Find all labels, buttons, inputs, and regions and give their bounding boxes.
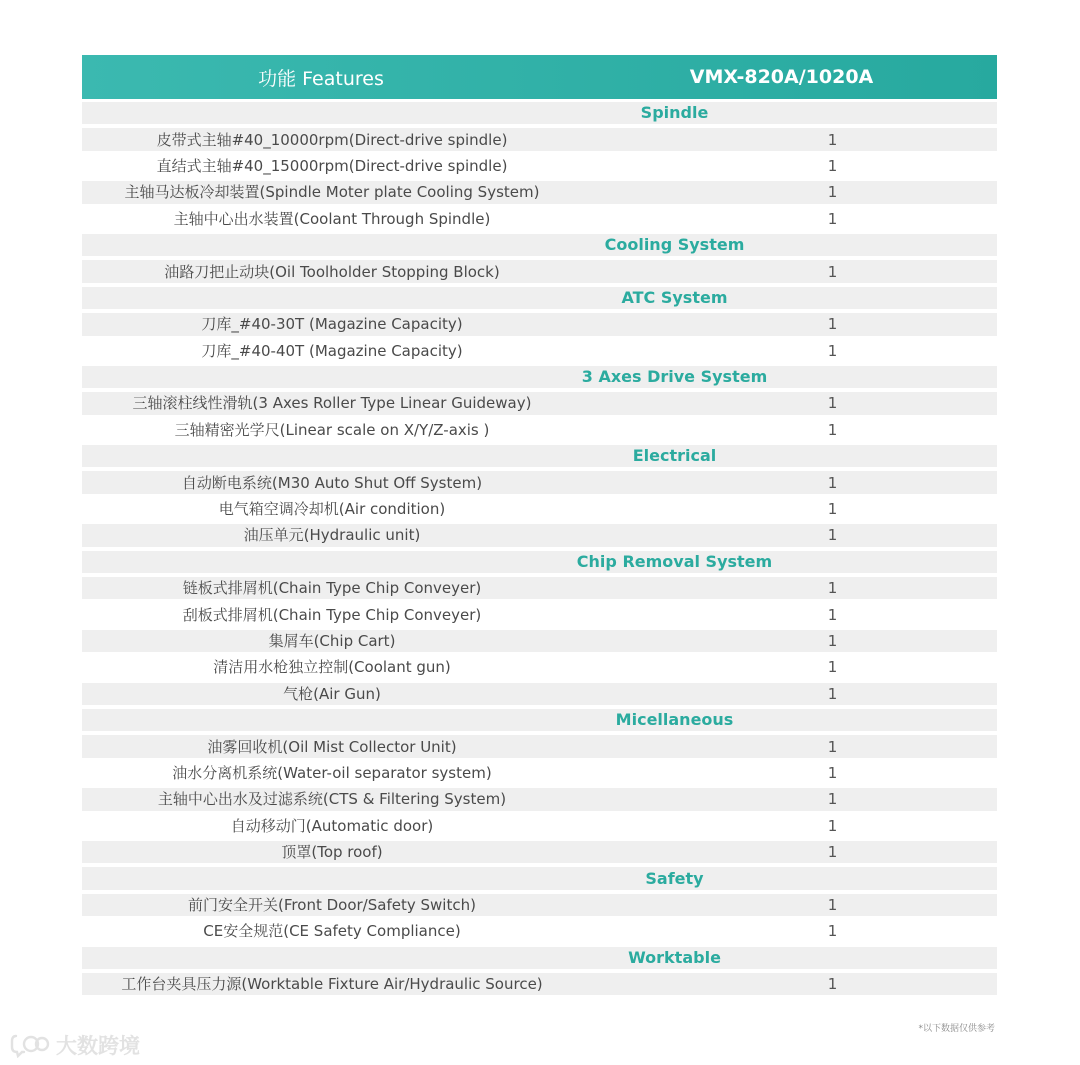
table-row bbox=[82, 973, 997, 995]
value-cell: 1 bbox=[827, 632, 838, 650]
value-cell: 1 bbox=[827, 341, 838, 360]
section-title: Chip Removal System bbox=[576, 551, 773, 571]
table-row bbox=[82, 498, 997, 520]
value-cell: 1 bbox=[827, 500, 838, 519]
section-row bbox=[82, 867, 997, 889]
table-row bbox=[82, 656, 997, 678]
features-table bbox=[82, 55, 997, 999]
section-title: Spindle bbox=[640, 103, 709, 123]
feature-cell: 气枪(Air Gun) bbox=[283, 684, 381, 703]
table-row bbox=[82, 181, 997, 203]
value-cell: 1 bbox=[827, 895, 838, 914]
value-cell: 1 bbox=[827, 843, 838, 862]
feature-cell: 工作台夹具压力源(Worktable Fixture Air/Hydraulic Source) bbox=[121, 975, 543, 994]
value-cell: 1 bbox=[827, 816, 838, 835]
section-title: ATC System bbox=[621, 287, 728, 307]
feature-cell: 顶罩(Top roof) bbox=[281, 843, 383, 862]
table-row bbox=[82, 841, 997, 863]
section-row bbox=[82, 709, 997, 731]
table-row bbox=[82, 683, 997, 705]
table-row bbox=[82, 524, 997, 546]
model-column-header: VMX-820A/1020A bbox=[689, 66, 874, 88]
value-cell: 1 bbox=[827, 737, 838, 756]
feature-cell: 油水分离机系统(Water-oil separator system) bbox=[172, 763, 492, 782]
table-header bbox=[82, 55, 997, 99]
table-row bbox=[82, 577, 997, 599]
section-title: 3 Axes Drive System bbox=[581, 367, 768, 387]
table-row bbox=[82, 471, 997, 493]
value-cell: 1 bbox=[827, 658, 838, 677]
feature-cell: 主轴马达板冷却装置(Spindle Moter plate Cooling System) bbox=[124, 183, 540, 202]
table-row bbox=[82, 630, 997, 652]
section-row bbox=[82, 366, 997, 388]
section-title: Micellaneous bbox=[615, 710, 734, 730]
value-cell: 1 bbox=[827, 130, 838, 149]
section-row bbox=[82, 287, 997, 309]
chat-bubble-icon bbox=[10, 1032, 50, 1058]
feature-cell: 刮板式排屑机(Chain Type Chip Conveyer) bbox=[182, 605, 482, 624]
feature-cell: 自动移动门(Automatic door) bbox=[230, 816, 434, 835]
table-row bbox=[82, 128, 997, 150]
table-row bbox=[82, 260, 997, 282]
feature-cell: 三轴滚柱线性滑轨(3 Axes Roller Type Linear Guideway) bbox=[132, 394, 532, 413]
table-row bbox=[82, 313, 997, 335]
feature-cell: 主轴中心出水装置(Coolant Through Spindle) bbox=[173, 209, 491, 228]
value-cell: 1 bbox=[827, 605, 838, 624]
feature-cell: 油雾回收机(Oil Mist Collector Unit) bbox=[207, 737, 457, 756]
value-cell: 1 bbox=[827, 763, 838, 782]
feature-cell: 直结式主轴#40_15000rpm(Direct-drive spindle) bbox=[156, 156, 508, 175]
section-row bbox=[82, 947, 997, 969]
table-row bbox=[82, 208, 997, 230]
section-title: Worktable bbox=[628, 947, 721, 967]
footnote: *以下数据仅供参考 bbox=[918, 1024, 995, 1034]
value-cell: 1 bbox=[827, 526, 838, 545]
value-cell: 1 bbox=[827, 975, 838, 994]
value-cell: 1 bbox=[827, 183, 838, 202]
feature-cell: 清洁用水枪独立控制(Coolant gun) bbox=[213, 658, 451, 677]
watermark bbox=[10, 1030, 140, 1060]
feature-cell: 集屑车(Chip Cart) bbox=[268, 632, 396, 650]
value-cell: 1 bbox=[827, 922, 838, 941]
feature-cell: 皮带式主轴#40_10000rpm(Direct-drive spindle) bbox=[156, 130, 508, 149]
table-row bbox=[82, 340, 997, 362]
section-title: Safety bbox=[645, 868, 704, 888]
feature-cell: 三轴精密光学尺(Linear scale on X/Y/Z-axis ) bbox=[174, 420, 490, 439]
section-title: Cooling System bbox=[604, 235, 745, 255]
value-cell: 1 bbox=[827, 579, 838, 598]
feature-cell: 自动断电系统(M30 Auto Shut Off System) bbox=[181, 473, 483, 492]
feature-cell: 刀库_#40-40T (Magazine Capacity) bbox=[201, 341, 463, 360]
value-cell: 1 bbox=[827, 473, 838, 492]
section-row bbox=[82, 551, 997, 573]
table-row bbox=[82, 788, 997, 810]
value-cell: 1 bbox=[827, 420, 838, 439]
feature-cell: CE安全规范(CE Safety Compliance) bbox=[203, 922, 461, 941]
table-row bbox=[82, 735, 997, 757]
value-cell: 1 bbox=[827, 156, 838, 175]
value-cell: 1 bbox=[827, 394, 838, 413]
feature-cell: 油路刀把止动块(Oil Toolholder Stopping Block) bbox=[164, 262, 500, 281]
feature-cell: 主轴中心出水及过滤系统(CTS & Filtering System) bbox=[157, 790, 507, 809]
table-row bbox=[82, 603, 997, 625]
feature-cell: 电气箱空调冷却机(Air condition) bbox=[218, 500, 446, 519]
value-cell: 1 bbox=[827, 684, 838, 703]
feature-cell: 刀库_#40-30T (Magazine Capacity) bbox=[201, 315, 463, 334]
value-cell: 1 bbox=[827, 262, 838, 281]
table-row bbox=[82, 155, 997, 177]
table-row bbox=[82, 894, 997, 916]
section-title: Electrical bbox=[632, 446, 717, 466]
feature-cell: 链板式排屑机(Chain Type Chip Conveyer) bbox=[182, 579, 482, 598]
feature-cell: 前门安全开关(Front Door/Safety Switch) bbox=[188, 895, 476, 914]
section-row bbox=[82, 234, 997, 256]
table-body bbox=[82, 102, 997, 995]
watermark-text: 大数跨境 bbox=[56, 1034, 140, 1058]
table-row bbox=[82, 815, 997, 837]
feature-column-header: 功能 Features bbox=[258, 67, 384, 90]
section-row bbox=[82, 102, 997, 124]
table-row bbox=[82, 392, 997, 414]
table-row bbox=[82, 762, 997, 784]
table-row bbox=[82, 920, 997, 942]
section-row bbox=[82, 445, 997, 467]
table-row bbox=[82, 419, 997, 441]
feature-cell: 油压单元(Hydraulic unit) bbox=[243, 526, 421, 545]
value-cell: 1 bbox=[827, 790, 838, 809]
value-cell: 1 bbox=[827, 209, 838, 228]
value-cell: 1 bbox=[827, 315, 838, 334]
